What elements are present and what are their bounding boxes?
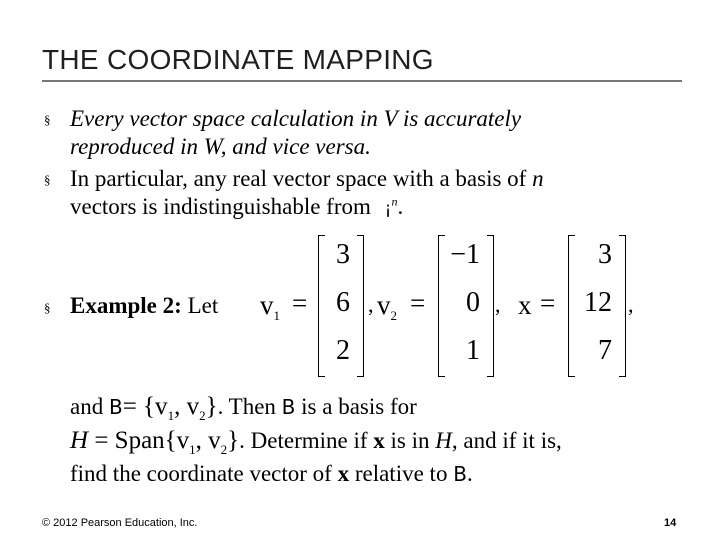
vector-v2 — [438, 235, 494, 375]
para-line-3 — [70, 461, 473, 487]
relative-to-text: relative to — [349, 461, 448, 486]
equals-sign: = — [410, 288, 426, 318]
vector-x — [568, 235, 626, 375]
n-variable: n — [532, 166, 544, 191]
vector-v1-entry: 3 — [336, 239, 350, 270]
v2-label: $v_2$ — [377, 290, 397, 323]
then-text: . Then — [217, 394, 276, 419]
vector-x-entry: 3 — [598, 239, 612, 270]
comma: , — [368, 292, 374, 317]
bullet-2-text: In particular, any real vector space with a basis of — [70, 166, 533, 191]
basis-b-icon: B — [108, 395, 123, 419]
basis-b-icon: B — [453, 462, 467, 486]
title-divider — [42, 80, 682, 82]
basis-b-icon: B — [281, 395, 296, 419]
bullet-2-line-1 — [70, 166, 544, 192]
vector-v1-entry: 2 — [336, 335, 350, 366]
equals-sign: = — [292, 288, 308, 318]
vector-v1 — [318, 235, 364, 375]
page-number: 14 — [664, 517, 677, 529]
vector-v2-entry: −1 — [450, 239, 480, 270]
x-bold: x — [337, 461, 350, 486]
is-basis-text: is a basis for — [301, 394, 417, 419]
comma: , — [495, 292, 501, 317]
vector-x-entry: 12 — [584, 287, 612, 318]
v1-label: $v_1$ — [260, 290, 280, 323]
bullet-marker: § — [44, 112, 51, 127]
copyright-footer: © 2012 Pearson Education, Inc. — [42, 517, 198, 529]
vector-v1-entry: 6 — [336, 287, 350, 318]
rn-superscript: n — [391, 194, 398, 209]
period: . — [397, 194, 404, 219]
if-it-is-text: , and if it is, — [451, 428, 562, 453]
bullet-marker: § — [44, 300, 51, 315]
example-label — [70, 293, 218, 319]
para-line-2 — [70, 427, 562, 458]
period: . — [466, 461, 473, 486]
bullet-2-line-2 — [70, 194, 403, 220]
page-title: THE COORDINATE MAPPING — [42, 44, 434, 75]
span-definition: $H = Span\{v_1$, $v_2$} — [70, 427, 240, 457]
vector-v2-entry: 1 — [466, 335, 480, 366]
h-italic: H — [435, 428, 452, 453]
is-in-text: is in — [384, 428, 436, 453]
coord-vector-text: find the coordinate vector of — [70, 461, 338, 486]
bullet-marker: § — [44, 172, 51, 187]
determine-text: . Determine if — [239, 428, 374, 453]
bullet-2-text-2: vectors is indistinguishable from — [70, 194, 371, 219]
and-text: and — [70, 394, 104, 419]
equals-sign: = — [540, 288, 556, 318]
bullet-1-line-1: Every vector space calculation in V is accurately — [70, 106, 522, 131]
x-label: x — [518, 290, 532, 320]
vector-v2-entry: 0 — [466, 287, 480, 318]
bullet-1-line-2: reproduced in W, and vice versa. — [70, 134, 371, 159]
rn-symbol: ¡ — [384, 199, 392, 219]
vector-x-entry: 7 — [598, 335, 612, 366]
comma: , — [628, 292, 634, 317]
example-title: Example 2: — [70, 293, 182, 318]
x-bold: x — [373, 428, 385, 453]
let-text: Let — [187, 293, 219, 318]
basis-definition: = {$v_1$, $v_2$} — [122, 393, 218, 423]
para-line-1 — [70, 393, 417, 424]
